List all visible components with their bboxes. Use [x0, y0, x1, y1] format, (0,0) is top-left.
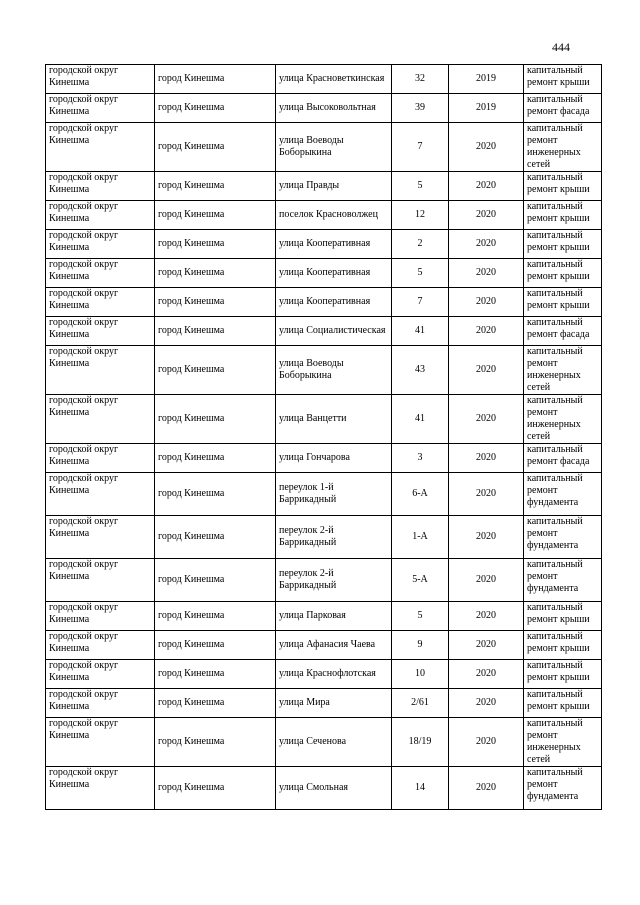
- year-cell: 2020: [449, 559, 524, 602]
- house-number-cell: 3: [392, 444, 449, 473]
- year-cell: 2020: [449, 631, 524, 660]
- street-cell: улица Социалистическая: [276, 317, 392, 346]
- work-type-cell: капитальный ремонт инженерных сетей: [524, 346, 602, 395]
- house-number-cell: 2: [392, 230, 449, 259]
- municipality-cell: городской округ Кинешма: [46, 346, 155, 395]
- street-cell: улица Краснофлотская: [276, 660, 392, 689]
- municipality-cell: городской округ Кинешма: [46, 516, 155, 559]
- year-cell: 2020: [449, 516, 524, 559]
- locality-cell: город Кинешма: [155, 444, 276, 473]
- table-row: [46, 718, 602, 767]
- year-cell: 2020: [449, 201, 524, 230]
- table-body: [46, 65, 602, 810]
- house-number-cell: 32: [392, 65, 449, 94]
- municipality-cell: городской округ Кинешма: [46, 559, 155, 602]
- work-type-cell: капитальный ремонт крыши: [524, 660, 602, 689]
- house-number-cell: 2/61: [392, 689, 449, 718]
- locality-cell: город Кинешма: [155, 201, 276, 230]
- locality-cell: город Кинешма: [155, 516, 276, 559]
- table-row: [46, 767, 602, 810]
- municipality-cell: городской округ Кинешма: [46, 444, 155, 473]
- table-row: [46, 230, 602, 259]
- municipality-cell: городской округ Кинешма: [46, 259, 155, 288]
- locality-cell: город Кинешма: [155, 395, 276, 444]
- table-row: [46, 660, 602, 689]
- locality-cell: город Кинешма: [155, 317, 276, 346]
- table-row: [46, 65, 602, 94]
- house-number-cell: 10: [392, 660, 449, 689]
- municipality-cell: городской округ Кинешма: [46, 767, 155, 810]
- municipality-cell: городской округ Кинешма: [46, 718, 155, 767]
- table-row: [46, 346, 602, 395]
- locality-cell: город Кинешма: [155, 559, 276, 602]
- locality-cell: город Кинешма: [155, 660, 276, 689]
- year-cell: 2020: [449, 288, 524, 317]
- work-type-cell: капитальный ремонт крыши: [524, 288, 602, 317]
- municipality-cell: городской округ Кинешма: [46, 602, 155, 631]
- year-cell: 2019: [449, 94, 524, 123]
- work-type-cell: капитальный ремонт крыши: [524, 689, 602, 718]
- year-cell: 2020: [449, 689, 524, 718]
- municipality-cell: городской округ Кинешма: [46, 201, 155, 230]
- work-type-cell: капитальный ремонт крыши: [524, 172, 602, 201]
- street-cell: улица Гончарова: [276, 444, 392, 473]
- street-cell: улица Парковая: [276, 602, 392, 631]
- locality-cell: город Кинешма: [155, 473, 276, 516]
- locality-cell: город Кинешма: [155, 288, 276, 317]
- locality-cell: город Кинешма: [155, 689, 276, 718]
- house-number-cell: 12: [392, 201, 449, 230]
- work-type-cell: капитальный ремонт крыши: [524, 631, 602, 660]
- house-number-cell: 7: [392, 288, 449, 317]
- street-cell: переулок 1-й Баррикадный: [276, 473, 392, 516]
- table-row: [46, 559, 602, 602]
- street-cell: улица Сеченова: [276, 718, 392, 767]
- work-type-cell: капитальный ремонт крыши: [524, 602, 602, 631]
- locality-cell: город Кинешма: [155, 718, 276, 767]
- municipality-cell: городской округ Кинешма: [46, 660, 155, 689]
- street-cell: улица Красноветкинская: [276, 65, 392, 94]
- year-cell: 2020: [449, 602, 524, 631]
- year-cell: 2020: [449, 230, 524, 259]
- municipality-cell: городской округ Кинешма: [46, 94, 155, 123]
- street-cell: улица Кооперативная: [276, 230, 392, 259]
- work-type-cell: капитальный ремонт фундамента: [524, 516, 602, 559]
- work-type-cell: капитальный ремонт инженерных сетей: [524, 395, 602, 444]
- street-cell: переулок 2-й Баррикадный: [276, 559, 392, 602]
- locality-cell: город Кинешма: [155, 767, 276, 810]
- locality-cell: город Кинешма: [155, 94, 276, 123]
- table-row: [46, 317, 602, 346]
- repair-registry-table: [45, 64, 602, 810]
- year-cell: 2019: [449, 65, 524, 94]
- work-type-cell: капитальный ремонт крыши: [524, 230, 602, 259]
- work-type-cell: капитальный ремонт инженерных сетей: [524, 718, 602, 767]
- work-type-cell: капитальный ремонт фасада: [524, 94, 602, 123]
- street-cell: улица Мира: [276, 689, 392, 718]
- year-cell: 2020: [449, 473, 524, 516]
- page-number: 444: [552, 40, 570, 54]
- house-number-cell: 43: [392, 346, 449, 395]
- work-type-cell: капитальный ремонт фасада: [524, 444, 602, 473]
- municipality-cell: городской округ Кинешма: [46, 172, 155, 201]
- year-cell: 2020: [449, 259, 524, 288]
- locality-cell: город Кинешма: [155, 230, 276, 259]
- house-number-cell: 9: [392, 631, 449, 660]
- street-cell: улица Смольная: [276, 767, 392, 810]
- locality-cell: город Кинешма: [155, 346, 276, 395]
- street-cell: переулок 2-й Баррикадный: [276, 516, 392, 559]
- house-number-cell: 5: [392, 172, 449, 201]
- table-row: [46, 172, 602, 201]
- year-cell: 2020: [449, 444, 524, 473]
- house-number-cell: 5: [392, 259, 449, 288]
- table-row: [46, 259, 602, 288]
- year-cell: 2020: [449, 346, 524, 395]
- municipality-cell: городской округ Кинешма: [46, 123, 155, 172]
- street-cell: улица Правды: [276, 172, 392, 201]
- municipality-cell: городской округ Кинешма: [46, 631, 155, 660]
- municipality-cell: городской округ Кинешма: [46, 65, 155, 94]
- year-cell: 2020: [449, 172, 524, 201]
- table-row: [46, 94, 602, 123]
- work-type-cell: капитальный ремонт крыши: [524, 259, 602, 288]
- table-row: [46, 395, 602, 444]
- table-row: [46, 631, 602, 660]
- house-number-cell: 39: [392, 94, 449, 123]
- work-type-cell: капитальный ремонт фундамента: [524, 767, 602, 810]
- street-cell: улица Афанасия Чаева: [276, 631, 392, 660]
- work-type-cell: капитальный ремонт крыши: [524, 65, 602, 94]
- street-cell: улица Воеводы Боборыкина: [276, 346, 392, 395]
- house-number-cell: 7: [392, 123, 449, 172]
- house-number-cell: 18/19: [392, 718, 449, 767]
- work-type-cell: капитальный ремонт фундамента: [524, 473, 602, 516]
- locality-cell: город Кинешма: [155, 259, 276, 288]
- house-number-cell: 1-А: [392, 516, 449, 559]
- street-cell: поселок Красноволжец: [276, 201, 392, 230]
- year-cell: 2020: [449, 660, 524, 689]
- table-row: [46, 602, 602, 631]
- locality-cell: город Кинешма: [155, 123, 276, 172]
- house-number-cell: 41: [392, 395, 449, 444]
- municipality-cell: городской округ Кинешма: [46, 395, 155, 444]
- street-cell: улица Кооперативная: [276, 288, 392, 317]
- house-number-cell: 6-А: [392, 473, 449, 516]
- work-type-cell: капитальный ремонт фундамента: [524, 559, 602, 602]
- street-cell: улица Высоковольтная: [276, 94, 392, 123]
- table-row: [46, 123, 602, 172]
- work-type-cell: капитальный ремонт фасада: [524, 317, 602, 346]
- house-number-cell: 14: [392, 767, 449, 810]
- house-number-cell: 5: [392, 602, 449, 631]
- table-row: [46, 689, 602, 718]
- municipality-cell: городской округ Кинешма: [46, 689, 155, 718]
- locality-cell: город Кинешма: [155, 631, 276, 660]
- municipality-cell: городской округ Кинешма: [46, 288, 155, 317]
- table-row: [46, 288, 602, 317]
- house-number-cell: 41: [392, 317, 449, 346]
- work-type-cell: капитальный ремонт крыши: [524, 201, 602, 230]
- year-cell: 2020: [449, 767, 524, 810]
- street-cell: улица Кооперативная: [276, 259, 392, 288]
- municipality-cell: городской округ Кинешма: [46, 317, 155, 346]
- locality-cell: город Кинешма: [155, 65, 276, 94]
- house-number-cell: 5-А: [392, 559, 449, 602]
- year-cell: 2020: [449, 395, 524, 444]
- street-cell: улица Ванцетти: [276, 395, 392, 444]
- work-type-cell: капитальный ремонт инженерных сетей: [524, 123, 602, 172]
- table-row: [46, 201, 602, 230]
- table-row: [46, 444, 602, 473]
- locality-cell: город Кинешма: [155, 172, 276, 201]
- year-cell: 2020: [449, 718, 524, 767]
- locality-cell: город Кинешма: [155, 602, 276, 631]
- table-row: [46, 516, 602, 559]
- year-cell: 2020: [449, 123, 524, 172]
- year-cell: 2020: [449, 317, 524, 346]
- municipality-cell: городской округ Кинешма: [46, 473, 155, 516]
- municipality-cell: городской округ Кинешма: [46, 230, 155, 259]
- table-row: [46, 473, 602, 516]
- street-cell: улица Воеводы Боборыкина: [276, 123, 392, 172]
